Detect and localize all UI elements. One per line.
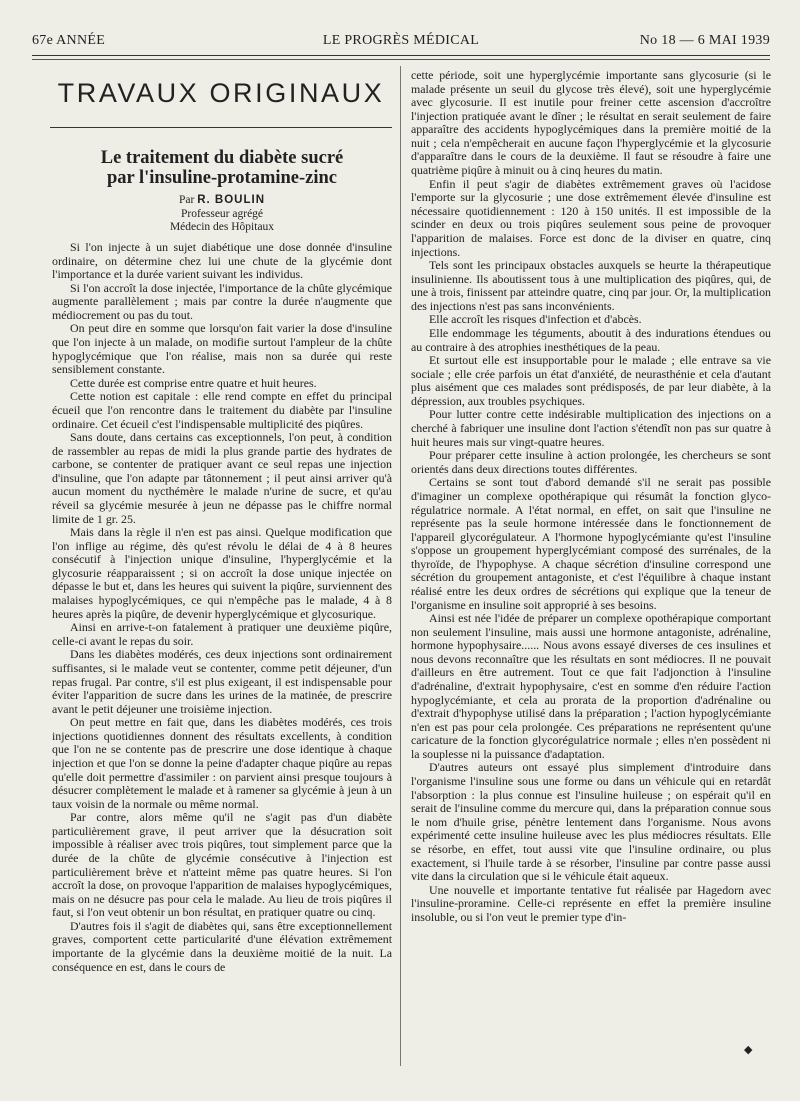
journal-name: LE PROGRÈS MÉDICAL bbox=[322, 33, 480, 48]
section-title: TRAVAUX ORIGINAUX bbox=[57, 78, 385, 108]
paragraph: On peut dire en somme que lorsqu'on fait varier la dose d'insuline que l'on injecte à un malade, on modifie surtout l'ampleur de la chûte hypoglycémique que l'on réalise, mais non sa durée qui reste sensiblement constante. bbox=[52, 321, 392, 377]
paragraph: Pour préparer cette insuline à action prolongée, les chercheurs se sont orientés dans deux directions toutes différentes. bbox=[411, 448, 771, 476]
paragraph: Ainsi en arrive-t-on fatalement à pratiquer une deuxième piqûre, celle-ci avant le repas du soir. bbox=[52, 620, 392, 648]
volume-year: 67e ANNÉE bbox=[32, 33, 106, 48]
paragraph: Par contre, alors même qu'il ne s'agit pas d'un diabète particulièrement grave, il peut arriver que la désucration soit impossible à réaliser avec trois piqûres, tout simplement parce que la durée de la chûte de glycémie consécutive à l'injection est particulièrement brève et n'atteint même pas quatre heures. Si l'on accroît la dose, on provoque l'apparition de malaises hypoglycémiques, mais on ne désucre pas pour cela le malade. Au lieu de trois piqûres il faut, si l'on veut obtenir un bon résultat, en pratiquer quatre ou cinq. bbox=[52, 810, 392, 920]
paragraph: Et surtout elle est insupportable pour le malade ; elle entrave sa vie sociale ; elle crée parfois un état d'anxiété, de neurasthénie et cela d'autant plus aisément que ces malades sont prédisposés, de par leur diabète, à la dépression, aux troubles psychiques. bbox=[411, 353, 771, 408]
paragraph: Elle endommage les téguments, aboutit à des indurations étendues ou au contraire à des atrophies inesthétiques de la peau. bbox=[411, 325, 771, 354]
running-header bbox=[32, 33, 770, 51]
paragraph: Ainsi est née l'idée de préparer un complexe opothérapique comportant non seulement l'insuline, mais aussi une hormone antagoniste, adrénaline, hormone hypophysaire...... Nous avons essayé diverses de ces insulines et nous devons reconnaître que les résultats en sont médiocres. Il ne pouvait d'ailleurs en être autrement. Tout ce que fait l'adjonction à l'insuline d'adrénaline, d'extrait hypophysaire, c'est en somme d'en réduire l'action hypoglycémiante, et cela au prorata de la proportion d'adrénaline ou d'extrait d'hypophyse utilisé dans la préparation ; l'action hypoglycémiante n'en est pas pour cela prolongée. Ces préparations ne représentent qu'une caricature de la fonction glycorégulatrice normale ; elles n'en possèdent ni la souplesse ni la puissance d'adaptation. bbox=[411, 611, 771, 761]
column-divider bbox=[400, 66, 401, 1066]
left-column bbox=[52, 241, 392, 1066]
byline-prefix: Par bbox=[179, 194, 195, 206]
right-column bbox=[411, 69, 771, 1066]
article-title bbox=[52, 148, 392, 188]
author-affiliation: Médecin des Hôpitaux bbox=[169, 221, 275, 233]
paragraph: Si l'on injecte à un sujet diabétique une dose donnée d'insuline ordinaire, on détermine chez lui une chute de la glycémie dont l'importance et la durée varient suivant les individus. bbox=[52, 241, 392, 282]
paragraph: Une nouvelle et importante tentative fut réalisée par Hagedorn avec l'insuline-proramine. Celle-ci représente en effet la première insuline insoluble, ou si l'on veut le premier type d'in- bbox=[411, 882, 771, 924]
section-rule bbox=[50, 127, 392, 128]
author-affiliation: Professeur agrégé bbox=[180, 207, 264, 220]
paragraph: Elle accroît les risques d'infection et d'abcès. bbox=[429, 312, 642, 327]
article-title-line: Le traitement du diabète sucré bbox=[100, 148, 344, 168]
paragraph: Si l'on accroît la dose injectée, l'importance de la chûte glycémique augmente parallèlement ; mais par contre la durée n'augmente que médiocrement ou pas du tout. bbox=[52, 280, 392, 322]
paragraph: Mais dans la règle il n'en est pas ainsi. Quelque modification que l'on inflige au régime, dès qu'est révolu le délai de 4 à 8 heures consécutif à l'injection unique d'insuline, l'hyperglycémie et la glycosurie réapparaissent ; si on accroît la dose unique injectée on dépasse le but et, dans les heures qui suivent la piqûre, surviennent des malaises hypoglycémiques, ce qui n'empêche pas le malade, 4 à 8 heures après la piqûre, de devenir hyperglycémique et glycosurique. bbox=[52, 525, 392, 621]
author-name: R. BOULIN bbox=[197, 194, 265, 206]
byline bbox=[52, 194, 392, 235]
paragraph: Certains se sont tout d'abord demandé s'il ne serait pas possible d'imaginer un complexe opothérapique qui résumât la fonction glyco-régulatrice normale. A l'état normal, en effet, on sait que l'insuline ne représente pas la seule hormone intéressée dans le fonctionnement de l'appareil glycorégulateur. A l'hormone hypoglycémiante qu'est l'insuline s'oppose un groupement hyperglycémiant composé des surrénales, de la thyroïde, de l'hypophyse. A chaque sécrétion d'insuline correspond une sécrétion du groupement antagoniste, et c'est l'équilibre à chaque instant réalisé entre les deux ordres de sécrétions qui explique que la teneur de l'organisme en insuline soit approprié à ses besoins. bbox=[411, 475, 771, 612]
article-title-line: par l'insuline-protamine-zinc bbox=[106, 168, 338, 188]
paragraph: Enfin il peut s'agir de diabètes extrêmement graves où l'acidose l'emporte sur la glycosurie ; une dose extrêmement élevée d'insuline est nécessaire quotidiennement : 120 à 150 unités. Il est impossible de la scinder en deux ou trois piqûres seulement sous peine de provoquer l'apparition de malaises. Force est donc de la diviser en quatre, cinq injections. bbox=[411, 176, 771, 259]
paragraph: Cette notion est capitale : elle rend compte en effet du principal écueil que l'on rencontre dans le traitement du diabète par l'insuline ordinaire. Cet écueil c'est l'indispensable multiplicité des piqûres. bbox=[52, 389, 392, 431]
paragraph: D'autres fois il s'agit de diabètes qui, sans être exceptionnellement graves, comportent cette particularité d'une élévation extrêmement importante de la glycémie dans la deuxième moitié de la nuit. La conséquence en est, dans le cours de bbox=[52, 918, 392, 974]
paragraph: On peut mettre en fait que, dans les diabètes modérés, ces trois injections quotidiennes donnent des résultats excellents, à condition que l'on ne se contente pas de prescrire une dose identique à chaque injection et que l'on se donne la peine d'adapter chaque piqûre au repas qu'elle doit permettre d'assimiler : on parvient ainsi presque toujours à désucrer complètement le malade et à ramener sa glycémie à jeun à un taux voisin de la normale ou même normal. bbox=[52, 715, 392, 811]
paragraph: Sans doute, dans certains cas exceptionnels, l'on peut, à condition de rassembler au repas de midi la plus grande partie des hydrates de carbone, se contenter de pratiquer avant ce seul repas une injection d'insuline, que l'on adapte par tâtonnement ; il peut ainsi arriver qu'à aucun moment du nycthémère le malade n'urine de sucre, et qu'au réveil sa glycémie mesurée à jeun ne dépasse pas le chiffre normal limite de 1 gr. 25. bbox=[52, 430, 392, 526]
paragraph-continued: cette période, soit une hyperglycémie importante sans glycosurie (si le malade présente un seuil du glycose très élevé), soit une hyperglycémie avec glycosurie. Il est inutile pour freiner cette ascension d'accroître l'injection pratiquée avant le dîner ; le résultat en serait seulement de faire apparaître des accidents hypoglycémiques dans la première moitié de la nuit ; cela n'empêcherait en aucune façon l'hyperglycémie et la glycosurie d'apparaître dans le cours de la deuxième. Il faut se résoudre à faire une quatrième piqûre à minuit ou à cinq heures du matin. bbox=[411, 69, 771, 178]
paragraph: Tels sont les principaux obstacles auxquels se heurte la thérapeutique insulinienne. Ils aboutissent tous à une multiplication des piqûres, qui, de une à trois, finissent par atteindre quatre, cinq par jour. Or, la multiplication des injections n'est pas sans inconvénients. bbox=[411, 258, 771, 313]
header-rule-thin bbox=[32, 59, 770, 60]
paragraph: D'autres auteurs ont essayé plus simplement d'introduire dans l'organisme l'insuline sous une forme ou dans un véhicule qui en retardât l'absorption : la plus connue est l'insuline huileuse ; on espérait qu'il en serait de l'insuline comme du mercure qui, dans la préparation connue sous le nom d'huile grise, pénètre lentement dans l'organisme. Nous avons expérimenté cette insuline huileuse avec les plus médiocres résultats. Elle se résorbe, en effet, tout aussi vite que l'insuline ordinaire, ou plus exactement, si l'huile tarde à se résorber, l'insuline par contre passe aussi vite dans la circulation que si le véhicule était aqueux. bbox=[411, 760, 771, 884]
diamond-ornament-icon: ◆ bbox=[744, 1044, 753, 1056]
paragraph: Pour lutter contre cette indésirable multiplication des injections on a cherché à fabriquer une insuline dont l'action s'étendît non pas sur quatre à huit heures mais sur vingt-quatre heures. bbox=[411, 407, 771, 449]
issue-date: No 18 — 6 MAI 1939 bbox=[639, 33, 770, 48]
paragraph: Cette durée est comprise entre quatre et huit heures. bbox=[70, 375, 317, 390]
paragraph: Dans les diabètes modérés, ces deux injections sont ordinairement suffisantes, si le malade veut se contenter, comme petit déjeuner, d'un repas frugal. Par contre, s'il est plus exigeant, il est indispensable pour éviter l'apparition de sucre dans les urines de la matinée, de prescrire avant le petit déjeuner une troisième injection. bbox=[52, 647, 392, 716]
header-rule bbox=[32, 55, 770, 56]
